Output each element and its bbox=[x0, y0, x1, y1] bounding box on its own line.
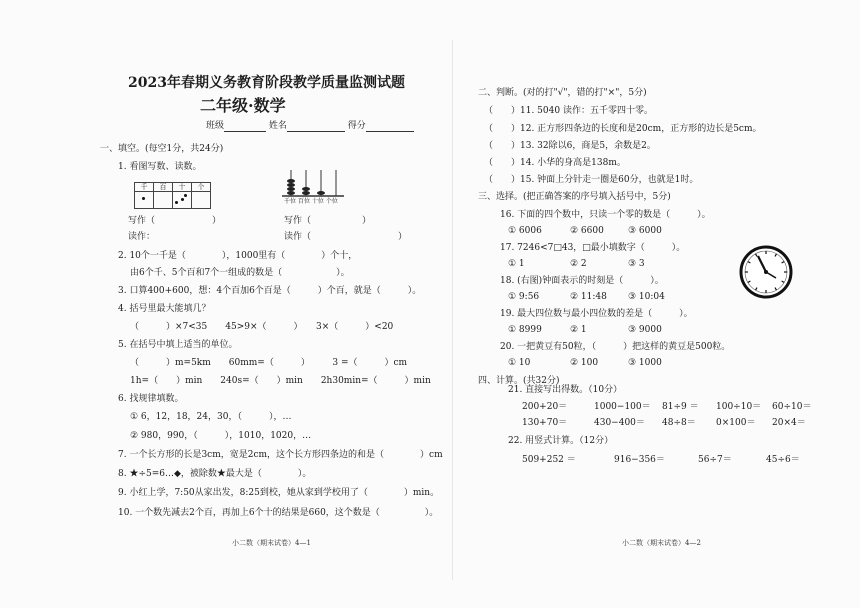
q16-option-3: ③ 6000 bbox=[628, 226, 662, 236]
write-label-1: 写作（ bbox=[128, 216, 156, 226]
vertical-calc-1: 509+252 ＝ bbox=[522, 455, 576, 465]
footer-right: 小二数（期末试卷）4—2 bbox=[622, 539, 701, 547]
calc-r1-c3: 81÷9 ＝ bbox=[662, 402, 699, 412]
frame-label: 个位 bbox=[325, 198, 338, 205]
question-3: 3. 口算400+600，想：4个百加6个百是（ ）个百，就是（ ）。 bbox=[118, 286, 422, 296]
section-3-heading: 三、选择。(把正确答案的序号填入括号中，5分) bbox=[478, 192, 671, 202]
q18-option-1: ① 9:56 bbox=[508, 292, 540, 302]
paren-close: ） bbox=[212, 216, 222, 226]
paren-close: ） bbox=[362, 216, 372, 226]
calc-r2-c5: 20×4＝ bbox=[772, 418, 806, 428]
vertical-calc-3: 56÷7＝ bbox=[698, 455, 732, 465]
q16-option-1: ① 6006 bbox=[508, 226, 542, 236]
pv-cell-thousands bbox=[134, 191, 154, 209]
student-info-row bbox=[206, 121, 414, 132]
section-4-heading: 四、计算。(共32分) bbox=[478, 376, 560, 386]
calc-r1-c5: 60÷10＝ bbox=[772, 402, 812, 412]
q20-option-1: ① 10 bbox=[508, 358, 531, 368]
class-blank[interactable] bbox=[224, 122, 266, 132]
read-label-2: 读作（ bbox=[284, 232, 312, 242]
paren-close: ） bbox=[398, 232, 408, 242]
q19-option-1: ① 8999 bbox=[508, 325, 542, 335]
judge-15: （ ）15. 钟面上分针走一圈是60分，也就是1时。 bbox=[484, 175, 699, 185]
counting-frame-labels bbox=[284, 198, 338, 205]
name-label: 姓名 bbox=[268, 121, 287, 131]
question-5-row1: （ ）m=5km 60mm=（ ） 3 =（ ）cm bbox=[130, 358, 408, 368]
q18-option-3: ③ 10:04 bbox=[628, 292, 665, 302]
vertical-calc-4: 45÷6＝ bbox=[766, 455, 800, 465]
pv-dot bbox=[142, 197, 145, 200]
class-label: 班级 bbox=[206, 121, 225, 131]
question-2a: 2. 10个一千是（ ），1000里有（ ）个十， bbox=[118, 251, 358, 261]
vertical-calc-2: 916−356＝ bbox=[614, 455, 665, 465]
question-10: 10. 一个数先减去2个百，再加上6个十的结果是660，这个数是（ ）。 bbox=[118, 508, 439, 518]
question-6a: ① 6，12，18，24，30，（ ），… bbox=[130, 412, 292, 422]
question-21: 21. 直接写出得数。（10分） bbox=[508, 385, 623, 395]
q20-option-3: ③ 1000 bbox=[628, 358, 662, 368]
judge-14: （ ）14. 小华的身高是138m。 bbox=[484, 158, 626, 168]
judge-11: （ ）11. 5040 读作：五千零四十零。 bbox=[484, 106, 653, 116]
question-19: 19. 最大四位数与最小四位数的差是（ ）。 bbox=[500, 309, 693, 319]
frame-label: 千位 bbox=[284, 198, 297, 205]
pv-dot bbox=[181, 198, 184, 201]
name-blank[interactable] bbox=[287, 122, 345, 132]
question-5-row2: 1h=（ ）min 240s=（ ）min 2h30min=（ ）min bbox=[130, 376, 431, 386]
section-1-heading: 一、填空。(每空1分，共24分) bbox=[100, 144, 224, 154]
pv-header-tens: 十 bbox=[172, 182, 192, 192]
question-16: 16. 下面的四个数中，只读一个零的数是（ ）。 bbox=[500, 210, 711, 220]
footer-left: 小二数（期末试卷）4—1 bbox=[232, 539, 311, 547]
calc-r2-c4: 0×100＝ bbox=[716, 418, 756, 428]
calc-r2-c3: 48÷8＝ bbox=[662, 418, 696, 428]
q20-option-2: ② 100 bbox=[570, 358, 599, 368]
question-4: 4. 括号里最大能填几？ bbox=[118, 304, 211, 314]
exam-title: 2023年春期义务教育阶段教学质量监测试题 bbox=[128, 75, 405, 91]
q19-option-3: ③ 9000 bbox=[628, 325, 662, 335]
question-5: 5. 在括号中填上适当的单位。 bbox=[118, 340, 238, 350]
question-22: 22. 用竖式计算。（12分） bbox=[508, 436, 614, 446]
pv-dot bbox=[184, 194, 187, 197]
calc-r1-c2: 1000−100＝ bbox=[594, 402, 651, 412]
pv-header-thousands: 千 bbox=[134, 182, 154, 192]
question-6: 6. 找规律填数。 bbox=[118, 394, 184, 404]
score-blank[interactable] bbox=[366, 122, 414, 132]
exam-subtitle: 二年级·数学 bbox=[200, 96, 286, 115]
question-8: 8. ★÷5=6…◆，被除数★最大是（ ）。 bbox=[118, 469, 312, 479]
read-label-1: 读作： bbox=[128, 232, 156, 242]
pv-dot bbox=[175, 201, 178, 204]
pv-cell-hundreds bbox=[153, 191, 173, 209]
pv-cell-ones bbox=[191, 191, 211, 209]
q17-option-2: ② 2 bbox=[570, 259, 587, 269]
q19-option-2: ② 1 bbox=[570, 325, 587, 335]
frame-label: 百位 bbox=[297, 198, 310, 205]
calc-r2-c1: 130+70＝ bbox=[522, 418, 568, 428]
frame-label: 十位 bbox=[311, 198, 324, 205]
counting-frame bbox=[280, 166, 346, 214]
calc-r1-c4: 100÷10＝ bbox=[716, 402, 762, 412]
judge-12: （ ）12. 正方形四条边的长度和是20cm，正方形的边长是5cm。 bbox=[484, 124, 762, 134]
q17-option-1: ① 1 bbox=[508, 259, 525, 269]
question-7: 7. 一个长方形的长是3cm，宽是2cm，这个长方形四条边的和是（ ）cm bbox=[118, 450, 443, 460]
q18-option-2: ② 11:48 bbox=[570, 292, 607, 302]
question-18: 18. (右图)钟面表示的时刻是（ ）。 bbox=[500, 276, 664, 286]
question-9: 9. 小红上学，7:50从家出发，8:25到校，她从家到学校用了（ ）min。 bbox=[118, 488, 440, 498]
score-label: 得分 bbox=[347, 121, 366, 131]
pv-header-ones: 个 bbox=[191, 182, 211, 192]
question-1: 1. 看图写数、读数。 bbox=[118, 162, 202, 172]
write-label-2: 写作（ bbox=[284, 216, 312, 226]
q16-option-2: ② 6600 bbox=[570, 226, 604, 236]
section-2-heading: 二、判断。(对的打"√"，错的打"×"，5分) bbox=[478, 88, 647, 98]
question-2b: 由6个千、5个百和7个一组成的数是（ ）。 bbox=[130, 268, 350, 278]
q17-option-3: ③ 3 bbox=[628, 259, 645, 269]
question-4-row: （ ）×7<35 45>9×（ ） 3×（ ）<20 bbox=[130, 322, 394, 332]
question-20: 20. 一把黄豆有50粒，（ ）把这样的黄豆是500粒。 bbox=[500, 342, 731, 352]
pv-header-hundreds: 百 bbox=[153, 182, 173, 192]
judge-13: （ ）13. 32除以6，商是5，余数是2。 bbox=[484, 141, 656, 151]
question-17: 17. 7246<7□43，□最小填数字（ ）。 bbox=[500, 243, 686, 253]
page-fold-divider bbox=[452, 40, 453, 580]
calc-r1-c1: 200+20＝ bbox=[522, 402, 568, 412]
calc-r2-c2: 430−400＝ bbox=[594, 418, 645, 428]
clock-face bbox=[738, 244, 794, 300]
question-6b: ② 980，990，（ ），1010，1020，… bbox=[130, 431, 312, 441]
